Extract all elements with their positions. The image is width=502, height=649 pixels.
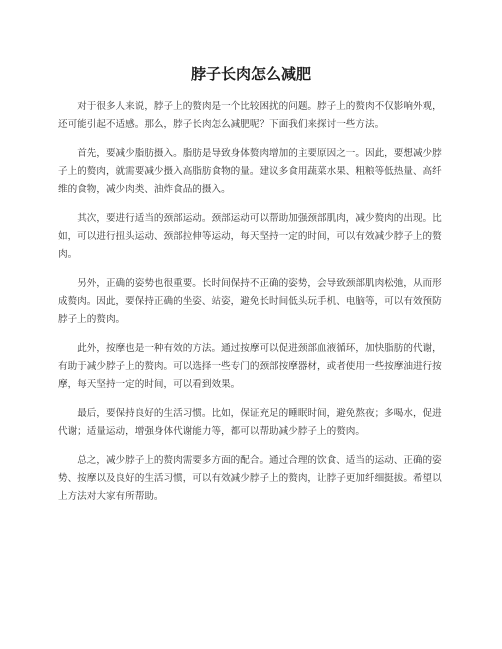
paragraph-intro: 对于很多人来说，脖子上的赘肉是一个比较困扰的问题。脖子上的赘肉不仅影响外观，还可能引起不适感。那么，脖子长肉怎么减肥呢？下面我们来探讨一些方法。	[58, 101, 442, 130]
paragraph-summary: 总之，减少脖子上的赘肉需要多方面的配合。通过合理的饮食、适当的运动、正确的姿势、按摩以及良好的生活习惯，可以有效减少脖子上的赘肉，让脖子更加纤细挺拔。希望以上方法对大家有所帮助。	[58, 455, 442, 502]
document-title: 脖子长肉怎么减肥	[190, 65, 311, 83]
paragraph-diet: 首先，要减少脂肪摄入。脂肪是导致身体赘肉增加的主要原因之一。因此，要想减少脖子上的赘肉，就需要减少摄入高脂肪食物的量。建议多食用蔬菜水果、粗粮等低热量、高纤维的食物，减少肉类、油炸食品的摄入。	[58, 148, 442, 195]
paragraph-neck-exercise: 其次，要进行适当的颈部运动。颈部运动可以帮助加强颈部肌肉，减少赘肉的出现。比如，可以进行扭头运动、颈部拉伸等运动，每天坚持一定的时间，可以有效减少脖子上的赘肉。	[58, 213, 442, 260]
paragraph-lifestyle: 最后，要保持良好的生活习惯。比如，保证充足的睡眠时间，避免熬夜；多喝水，促进代谢；适量运动，增强身体代谢能力等，都可以帮助减少脖子上的赘肉。	[58, 408, 442, 437]
document-body	[58, 98, 450, 517]
paragraph-massage: 此外，按摩也是一种有效的方法。通过按摩可以促进颈部血液循环，加快脂肪的代谢，有助于减少脖子上的赘肉。可以选择一些专门的颈部按摩器材，或者使用一些按摩油进行按摩，每天坚持一定的时间，可以看到效果。	[58, 343, 442, 390]
paragraph-posture: 另外，正确的姿势也很重要。长时间保持不正确的姿势，会导致颈部肌肉松弛，从而形成赘肉。因此，要保持正确的坐姿、站姿，避免长时间低头玩手机、电脑等，可以有效预防脖子上的赘肉。	[58, 278, 442, 325]
